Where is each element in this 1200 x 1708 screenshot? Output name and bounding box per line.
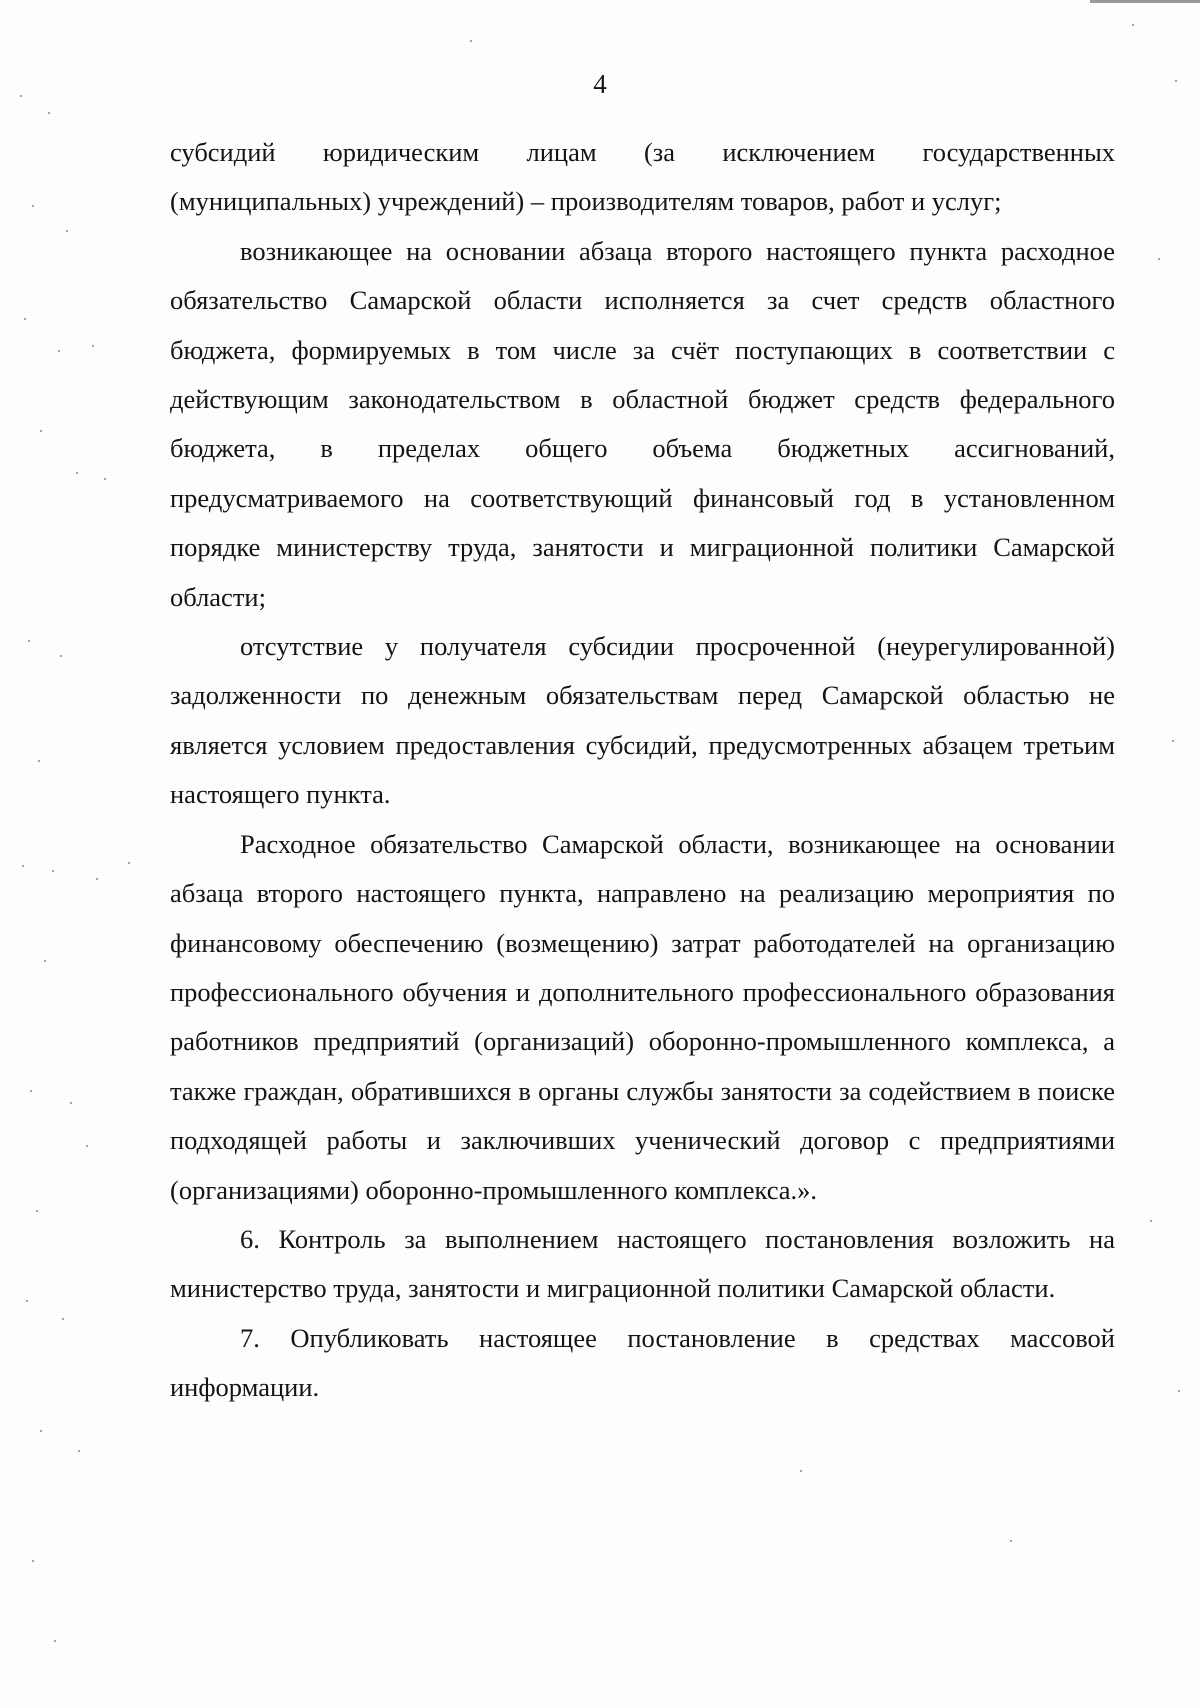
paragraph-2: возникающее на основании абзаца второго настоящего пункта расходное обязательство Самарской области исполняется за счет средств областного бюджета, формируемых в том числе за счёт поступающих в соответствии с действующим законодательством в областной бюджет средств федерального бюджета, в пределах общего объема бюджетных ассигнований, предусматриваемого на соответствующий финансовый год в установленном порядке министерству труда, занятости и миграционной политики Самарской области; bbox=[170, 235, 1115, 612]
document-body bbox=[170, 128, 1115, 1413]
scan-speck bbox=[40, 430, 42, 432]
scan-speck bbox=[70, 1102, 72, 1104]
scan-speck bbox=[128, 862, 130, 864]
page-number: 4 bbox=[593, 69, 607, 99]
scan-speck bbox=[20, 95, 22, 97]
paragraph-4: Расходное обязательство Самарской области, возникающее на основании абзаца второго настоящего пункта, направлено на реализацию мероприятия по финансовому обеспечению (возмещению) затрат работодателей на организацию профессионального обучения и дополнительного профессионального образования работников предприятий (организаций) оборонно-промышленного комплекса, а также граждан, обратившихся в органы службы занятости за содействием в поиске подходящей работы и заключивших ученический договор с предприятиями (организациями) оборонно-промышленного комплекса.». bbox=[170, 828, 1115, 1205]
paragraph-1: субсидий юридическим лицам (за исключением государственных (муниципальных) учреждений) – производителям товаров, работ и услуг; bbox=[170, 137, 1115, 217]
scan-speck bbox=[30, 1090, 32, 1092]
scan-speck bbox=[60, 655, 62, 657]
scan-speck bbox=[1172, 740, 1174, 742]
scan-speck bbox=[1010, 1540, 1012, 1542]
scan-speck bbox=[1150, 1220, 1152, 1222]
paragraph-6: 7. Опубликовать настоящее постановление в средствах массовой информации. bbox=[170, 1322, 1115, 1403]
scan-speck bbox=[32, 1560, 34, 1562]
scan-speck bbox=[78, 1450, 80, 1452]
scan-speck bbox=[32, 205, 34, 207]
scan-speck bbox=[1132, 24, 1134, 26]
scan-speck bbox=[58, 350, 60, 352]
scan-speck bbox=[26, 1300, 28, 1302]
scan-speck bbox=[54, 1640, 56, 1642]
scan-speck bbox=[36, 1210, 38, 1212]
scan-speck bbox=[24, 318, 26, 320]
paragraph-5: 6. Контроль за выполнением настоящего постановления возложить на министерство труда, занятости и миграционной политики Самарской области. bbox=[170, 1223, 1115, 1304]
scan-speck bbox=[1175, 80, 1177, 82]
scan-speck bbox=[62, 1318, 64, 1320]
scan-speck bbox=[38, 760, 40, 762]
scan-speck bbox=[96, 878, 98, 880]
scan-speck bbox=[52, 870, 54, 872]
scan-speck bbox=[66, 230, 68, 232]
scan-speck bbox=[470, 40, 472, 42]
scan-speck bbox=[48, 112, 50, 114]
scan-speck bbox=[104, 478, 106, 480]
scan-speck bbox=[22, 865, 24, 867]
scan-speck bbox=[92, 345, 94, 347]
paragraph-3: отсутствие у получателя субсидии просроченной (неурегулированной) задолженности по денежным обязательствам перед Самарской областью не является условием предоставления субсидий, предусмотренных абзацем третьим настоящего пункта. bbox=[170, 631, 1115, 810]
scan-edge-line bbox=[1090, 0, 1200, 3]
scan-speck bbox=[44, 960, 46, 962]
scan-speck bbox=[40, 1430, 42, 1432]
scan-speck bbox=[1178, 1390, 1180, 1392]
scan-speck bbox=[28, 640, 30, 642]
scan-speck bbox=[86, 1145, 88, 1147]
scan-speck bbox=[800, 1470, 802, 1472]
scan-speck bbox=[76, 472, 78, 474]
scan-speck bbox=[1158, 258, 1160, 260]
